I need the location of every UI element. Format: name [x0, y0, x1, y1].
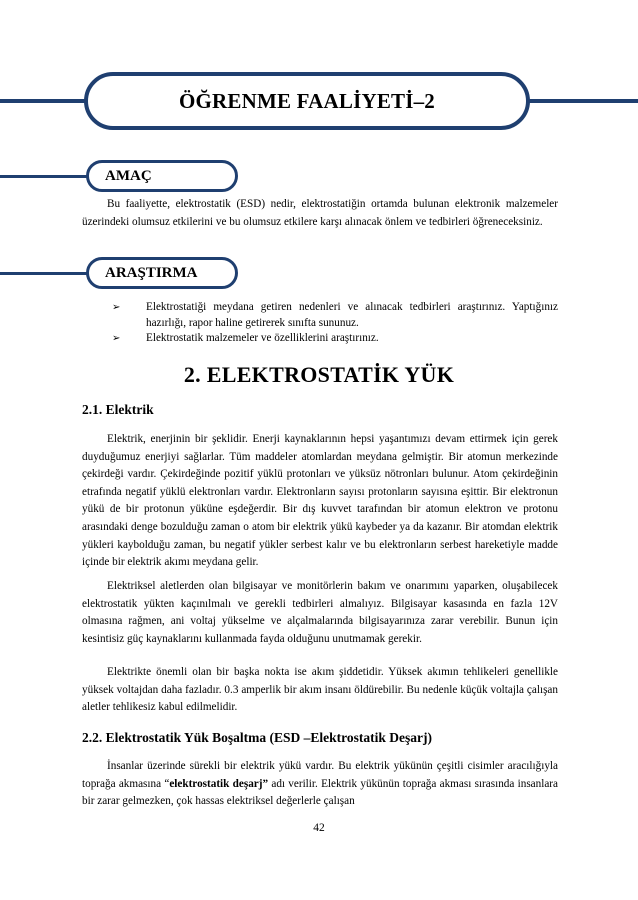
chapter-title: 2. ELEKTROSTATİK YÜK — [183, 362, 455, 387]
section-2-1-paragraph-3: Elektrikte önemli olan bir başka nokta ise akım şiddetidir. Yüksek akımın tehlikeleri genellikle yüksek voltajdan daha fazladır. 0.3 amperlik bir akım insanı öldürebilir. Bu nedenle küçük voltajla çalışan aletler tehlikesiz kabul edilmelidir. — [82, 666, 558, 714]
section-2-2-paragraph-1 — [82, 758, 558, 811]
activity-title: ÖĞRENME FAALİYETİ–2 — [178, 88, 435, 113]
section-2-1-paragraph-1: Elektrik, enerjinin bir şeklidir. Enerji kaynaklarının hepsi yaşantımızı devam ettirmek için gerek duyduğumuz enerjiyi sağlarlar. Tüm maddeler atomlardan meydana gelmiştir. Bir atomun merkezinde çekirdeği vardır. Çekirdeğinde pozitif yüklü protonları ve yüksüz nötronları bulunur. Atom çekirdeğinin etrafında negatif yüklü elektronları vardır. Elektronların sayısı protonların sayısına eşittir. Bir elektronun yükü de bir protonun yüküne eşdeğerdir. Bir dış kuvvet tarafından bir atomun elektron ve protonu arasındaki denge bozulduğu zaman o atom bir elektrik yükü kaybeder ya da kazanır. Bir atomdan elektrik yükleri kaybolduğu zaman, bu negatif yükler serbest kalır ve bu elektronların serbest hareketiyle madde içinde bir elektrik akımı meydana gelir. — [82, 433, 558, 569]
section-heading-2-1: 2.1. Elektrik — [82, 402, 154, 417]
section-2-1-paragraph-2: Elektriksel aletlerden olan bilgisayar ve monitörlerin bakım ve onarımını yaparken, oluşabilecek elektrostatik yükten kaçınılmalı ve gerekli tedbirleri almalıyız. Bilgisayar kasasında en fazla 12V olmasına rağmen, ani voltaj yükselme ve alçalmalarında bilgisayarınıza zarar verebilir. Bunun için kesintisiz güç kaynaklarını kullanmada fayda olduğunu unutmamak gerekir. — [82, 580, 558, 645]
section-2-2-bold-term: elektrostatik deşarj” — [169, 777, 269, 790]
amac-label: AMAÇ — [105, 167, 152, 184]
amac-text: Bu faaliyette, elektrostatik (ESD) nedir, elektrostatiğin ortamda bulunan elektronik malzemeler üzerindeki olumsuz etkilerini ve bu olumsuz etkilere karşı alınacak önlem ve tedbirleri öğreneceksiniz. — [82, 198, 558, 228]
list-item-text: Elektrostatik malzemeler ve özelliklerini araştırınız. — [146, 332, 379, 344]
amac-pill-line — [0, 175, 88, 178]
page-number: 42 — [313, 822, 325, 834]
arastirma-pill-line — [0, 272, 88, 275]
arastirma-list — [82, 300, 558, 347]
list-item — [82, 331, 558, 347]
section-2-2-text-start: İnsanlar üzerinde sürekli bir elektrik yükü vardır. Bu elektrik yükünün çeşitli cisimler aracılığıyla toprağa akmasına “ — [82, 760, 558, 790]
section-2-2-text-end: adı verilir. Elektrik yükünün toprağa akması sırasında insanlara bir zarar gelmezken, çok hassas elektriksel değerlerle çalışan — [82, 777, 558, 808]
arastirma-label: ARAŞTIRMA — [105, 264, 198, 281]
amac-label-box — [86, 160, 238, 192]
arrow-bullet-icon: ➢ — [112, 302, 121, 313]
section-heading-2-2: 2.2. Elektrostatik Yük Boşaltma (ESD –Elektrostatik Deşarj) — [82, 730, 433, 745]
list-item — [82, 300, 558, 331]
arrow-bullet-icon: ➢ — [112, 333, 121, 344]
activity-title-box — [84, 72, 530, 130]
arastirma-label-box — [86, 257, 238, 289]
list-item-text: Elektrostatiği meydana getiren nedenleri ve alınacak tedbirleri araştırınız. Yaptığınız hazırlığı, rapor haline getirerek sınıfta sununuz. — [146, 301, 558, 329]
